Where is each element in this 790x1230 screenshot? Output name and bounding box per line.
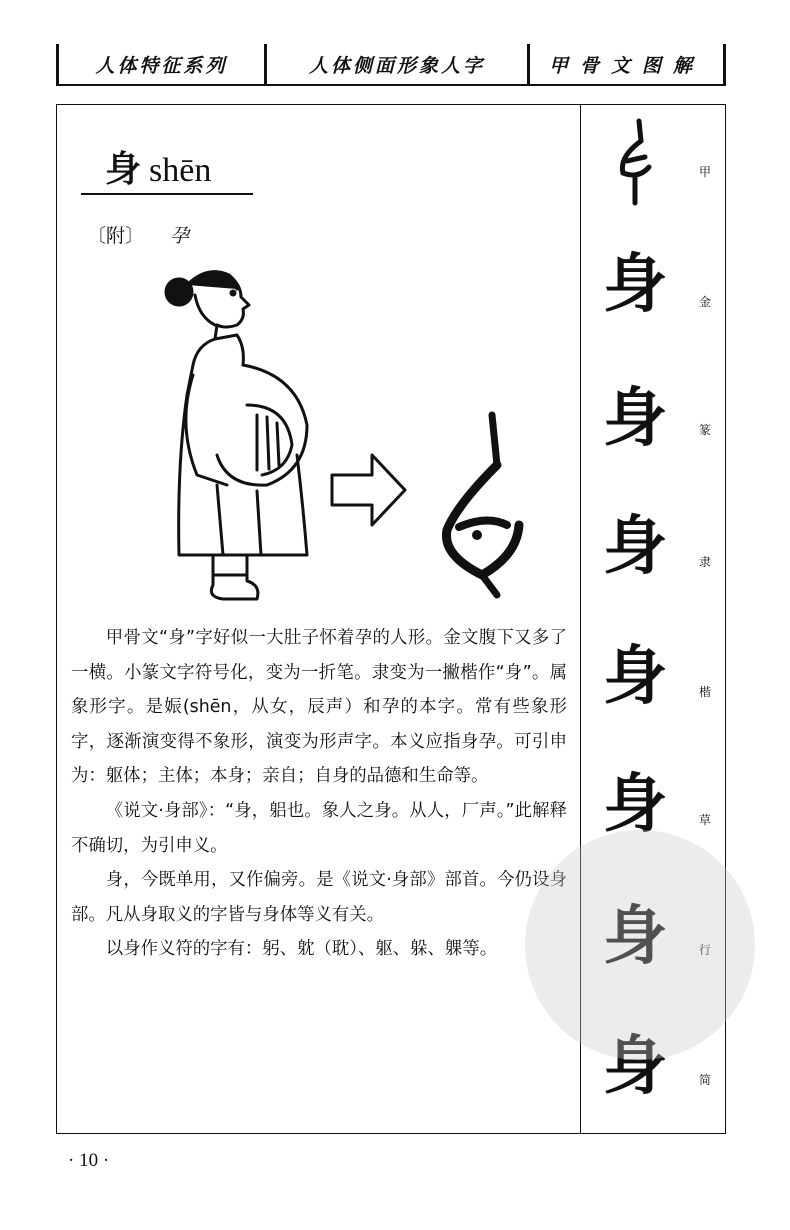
- entry-character: 身: [105, 148, 142, 190]
- pregnant-woman-drawing: [166, 272, 307, 599]
- body-paragraph-1: 甲骨文“身”字好似一大肚子怀着孕的人形。金文腹下又多了一横。小篆文字符号化，变为一折笔。隶变为一撇楷作“身”。属象形字。是娠(shēn，从女，辰声）和孕的本字。常有些象形字，逐渐演变得不象形，演变为形声字。本义应指身孕。可引申为：躯体；主体；本身；亲自；自身的品德和生命等。: [71, 628, 567, 787]
- glyph-bronze: 身: [603, 247, 667, 322]
- appendix-character: 孕: [170, 225, 190, 247]
- glyph-cursive: 身: [603, 767, 667, 842]
- pregnant-figure-illustration: [157, 255, 527, 615]
- entry-body: [71, 621, 567, 967]
- glyph-simplified: 身: [603, 1029, 667, 1104]
- entry-pinyin: shēn: [149, 152, 212, 189]
- header-series: 人体特征系列: [56, 44, 267, 84]
- body-paragraph-2: 《说文·身部》：“身，躳也。象人之身。从人，厂声。”此解释不确切，为引申义。: [71, 800, 567, 856]
- glyph-seal: 身: [603, 381, 667, 456]
- glyph-regular: 身: [603, 639, 667, 714]
- entry-title: [105, 141, 211, 192]
- glyph-running: 身: [603, 899, 667, 974]
- appendix-label: 〔附〕: [87, 225, 145, 247]
- page-number: · 10 ·: [68, 1150, 110, 1171]
- body-paragraph-4: 以身作义符的字有：躬、躭（耽）、躯、躲、躶等。: [105, 939, 498, 960]
- script-label-xing: 行: [698, 943, 711, 957]
- arrow-icon: [332, 455, 405, 525]
- script-label-zhuan: 篆: [698, 423, 711, 437]
- appendix-line: [87, 221, 189, 248]
- header-section: 人体侧面形象人字: [267, 44, 530, 84]
- header-book-title: 甲骨文图解: [530, 44, 726, 84]
- body-paragraph-3: 身，今既单用，又作偏旁。是《说文·身部》部首。今仍设身部。凡从身取义的字皆与身体等义有关。: [71, 870, 567, 925]
- glyph-oracle: [599, 117, 671, 218]
- glyph-clerical: 身: [603, 509, 667, 584]
- script-label-cao: 草: [698, 813, 711, 827]
- script-label-jia: 甲: [698, 165, 711, 179]
- script-label-jian: 简: [698, 1073, 711, 1087]
- script-label-kai: 楷: [698, 685, 711, 699]
- main-column: [57, 105, 581, 1133]
- script-label-li: 隶: [698, 555, 711, 569]
- script-label-jin: 金: [698, 295, 711, 309]
- oracle-bone-shen-glyph: [446, 415, 519, 595]
- running-header: [56, 44, 726, 86]
- title-underline: [81, 193, 253, 195]
